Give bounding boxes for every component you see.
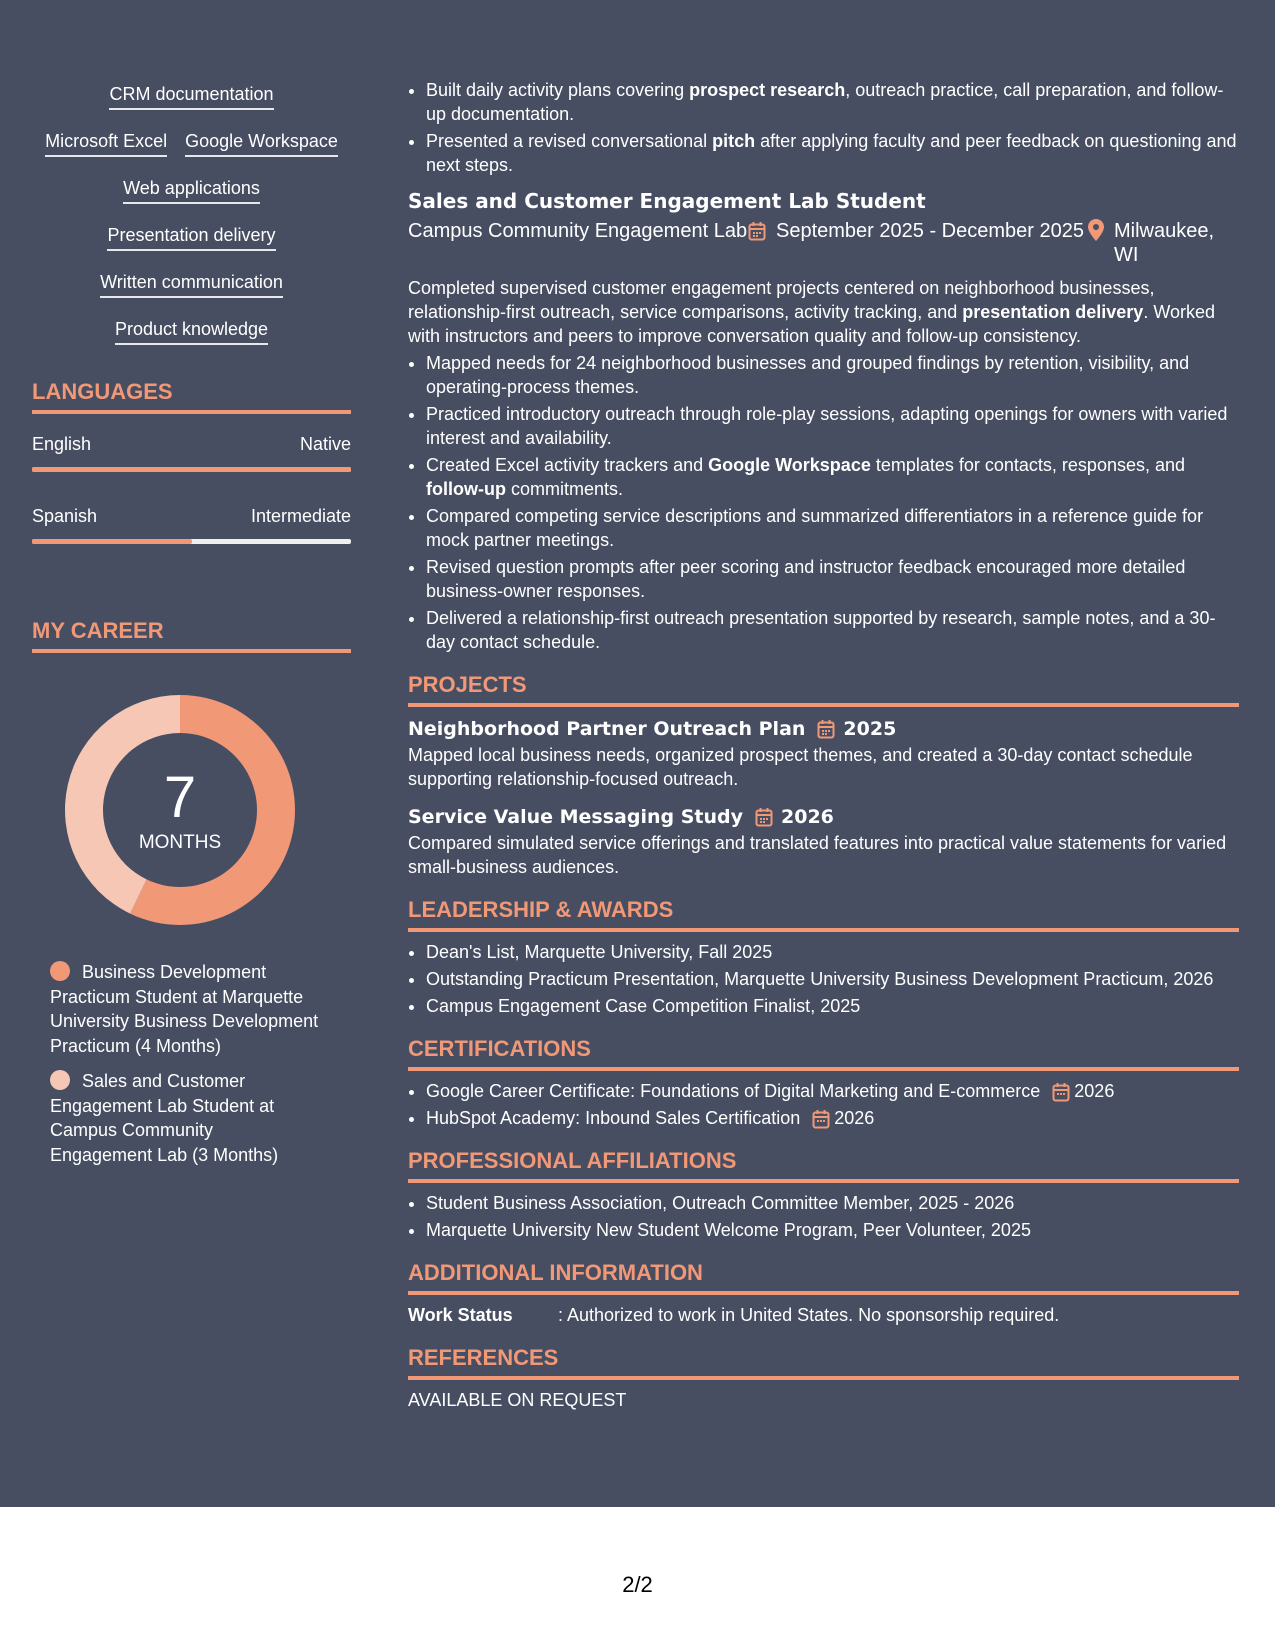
certification-item: • HubSpot Academy: Inbound Sales Certification 2026 [426, 1106, 1239, 1130]
career-section [32, 616, 351, 1167]
legend-dot [50, 961, 70, 981]
section-title: LANGUAGES [32, 379, 173, 404]
language-row [32, 432, 351, 456]
project-name: Service Value Messaging Study [408, 806, 743, 828]
section-divider [408, 1291, 1239, 1295]
section-divider [408, 703, 1239, 707]
legend-item [50, 960, 320, 1058]
section-divider [408, 1376, 1239, 1380]
career-legend [50, 960, 320, 1167]
language-bar [32, 539, 351, 544]
skill-tag: Microsoft Excel [45, 129, 167, 157]
legend-label: Sales and Customer Engagement Lab Student at Campus Community Engagement Lab (3 Months) [50, 1071, 279, 1165]
section-divider [408, 1067, 1239, 1071]
bullet-item: • Compared competing service descriptions and summarized differentiators in a reference guide for mock partner meetings. [426, 504, 1239, 552]
page-number: 2/2 [622, 1572, 653, 1597]
skill-tag: Presentation delivery [107, 223, 275, 251]
projects-section [408, 670, 1239, 879]
bullet-item: • Delivered a relationship-first outreach presentation supported by research, sample notes, and a 30-day contact schedule. [426, 606, 1239, 654]
job-company: Campus Community Engagement Lab [408, 220, 748, 242]
job-description: Completed supervised customer engagement projects centered on neighborhood businesses, relationship-first outreach, service comparisons, activity tracking, and presentation delivery. Worked with instructors and peers to improve conversation quality and follow-up consistency. [408, 278, 1216, 346]
bullet-item: • Revised question prompts after peer scoring and instructor feedback encouraged more detailed business-owner responses. [426, 555, 1239, 603]
project-year: 2026 [781, 806, 834, 828]
job-bullets [408, 351, 1239, 654]
section-title: REFERENCES [408, 1345, 559, 1370]
location-pin-icon [1088, 219, 1104, 241]
project-header [408, 803, 1239, 831]
award-item: • Campus Engagement Case Competition Finalist, 2025 [426, 994, 1239, 1018]
career-unit: MONTHS [138, 832, 222, 853]
certifications-section [408, 1034, 1239, 1130]
section-title: MY CAREER [32, 618, 164, 643]
job-meta [408, 219, 1239, 267]
section-title: CERTIFICATIONS [408, 1036, 591, 1061]
bullet-item: • Practiced introductory outreach through role-play sessions, adapting openings for owners with varied interest and availability. [426, 402, 1239, 450]
language-row [32, 504, 351, 528]
legend-item [50, 1069, 320, 1167]
project-header [408, 715, 1239, 743]
work-status-label: Work Status [408, 1305, 513, 1325]
left-column [32, 82, 351, 1178]
certification-item: • Google Career Certificate: Foundations of Digital Marketing and E-commerce 2026 [426, 1079, 1239, 1103]
section-divider [408, 1179, 1239, 1183]
calendar-icon [1052, 1082, 1070, 1102]
career-total: 7 [163, 765, 197, 830]
language-bar-fill [32, 539, 192, 544]
award-item: • Outstanding Practicum Presentation, Marquette University Business Development Practicum, 2026 [426, 967, 1239, 991]
bullet-item: • Mapped needs for 24 neighborhood businesses and grouped findings by retention, visibility, and operating-process themes. [426, 351, 1239, 399]
section-divider [32, 649, 351, 653]
calendar-icon [755, 807, 773, 827]
references-text: AVAILABLE ON REQUEST [408, 1390, 627, 1410]
calendar-icon [817, 719, 835, 739]
certifications-list [408, 1079, 1239, 1130]
language-name: English [32, 434, 92, 454]
skill-tag: Product knowledge [115, 317, 268, 345]
calendar-icon [812, 1109, 830, 1129]
bullet-item: • Built daily activity plans covering prospect research, outreach practice, call preparation, and follow-up documentation. [426, 78, 1239, 126]
skill-tag: Web applications [123, 176, 260, 204]
skill-tag: CRM documentation [109, 82, 273, 110]
project-description: Mapped local business needs, organized prospect themes, and created a 30-day contact schedule supporting relationship-focused outreach. [408, 745, 1193, 789]
affiliation-item: • Marquette University New Student Welcome Program, Peer Volunteer, 2025 [426, 1218, 1239, 1242]
skills-list [32, 82, 351, 345]
language-bar [32, 467, 351, 472]
previous-job-bullets [408, 78, 1239, 177]
skill-tag: Google Workspace [185, 129, 338, 157]
section-title: PROJECTS [408, 672, 527, 697]
bullet-item: • Presented a revised conversational pitch after applying faculty and peer feedback on questioning and next steps. [426, 129, 1239, 177]
section-title: LEADERSHIP & AWARDS [408, 897, 674, 922]
project-year: 2025 [843, 718, 897, 740]
legend-label: Business Development Practicum Student at Marquette University Business Development Practicum (4 Months) [50, 962, 319, 1056]
references-section [408, 1343, 1239, 1412]
job-location: Milwaukee, WI [1088, 219, 1239, 267]
bullet-item: • Created Excel activity trackers and Google Workspace templates for contacts, responses, and follow-up commitments. [426, 453, 1239, 501]
skill-tag: Written communication [100, 270, 283, 298]
language-level: Native [299, 434, 351, 454]
career-donut-chart [65, 695, 295, 925]
section-title: ADDITIONAL INFORMATION [408, 1260, 703, 1285]
legend-dot [50, 1070, 70, 1090]
work-status-value: : Authorized to work in United States. No sponsorship required. [558, 1305, 1060, 1325]
language-bar-fill [32, 467, 351, 472]
section-divider [32, 410, 351, 414]
job-entry [408, 187, 1239, 654]
language-level: Intermediate [250, 506, 351, 526]
affiliations-section [408, 1146, 1239, 1242]
calendar-icon [748, 221, 766, 241]
job-title: Sales and Customer Engagement Lab Student [408, 189, 926, 213]
section-title: PROFESSIONAL AFFILIATIONS [408, 1148, 737, 1173]
project-description: Compared simulated service offerings and translated features into practical value statements for varied small-business audiences. [408, 833, 1227, 877]
leadership-list [408, 940, 1239, 1018]
work-status [408, 1303, 1239, 1327]
language-name: Spanish [32, 506, 98, 526]
project-name: Neighborhood Partner Outreach Plan [408, 718, 806, 740]
additional-info-section [408, 1258, 1239, 1327]
leadership-section [408, 895, 1239, 1018]
section-divider [408, 928, 1239, 932]
affiliations-list [408, 1191, 1239, 1242]
affiliation-item: • Student Business Association, Outreach Committee Member, 2025 - 2026 [426, 1191, 1239, 1215]
award-item: • Dean's List, Marquette University, Fall 2025 [426, 940, 1239, 964]
job-dates: September 2025 - December 2025 [748, 219, 1088, 267]
languages-section [32, 377, 351, 544]
right-column [408, 78, 1239, 1412]
